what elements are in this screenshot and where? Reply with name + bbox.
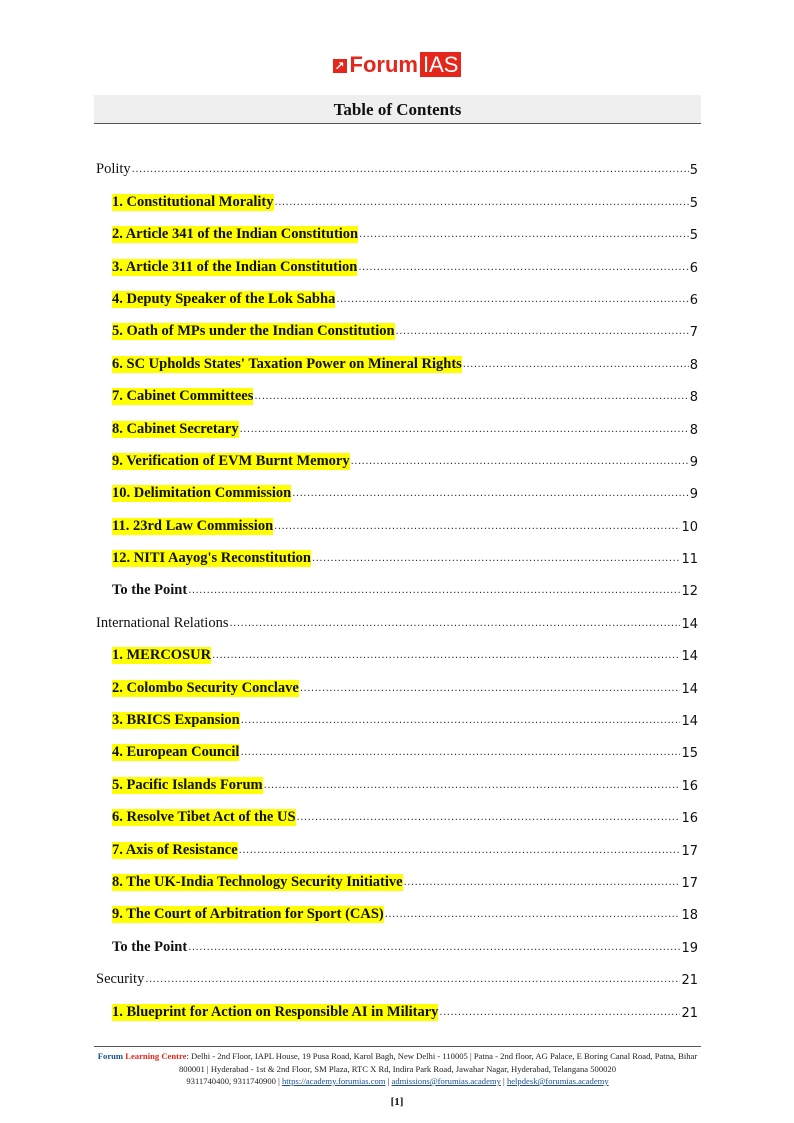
toc-entry-page: 14 (681, 616, 698, 632)
toc-dot-leader (239, 843, 681, 859)
footer (94, 1050, 701, 1088)
toc-entry-label[interactable]: 8. Cabinet Secretary (112, 420, 239, 437)
page-number: [1] (390, 1096, 404, 1108)
toc-dot-leader (336, 292, 688, 308)
footer-address-delhi: Delhi - 2nd Floor, IAPL House, 19 Pusa Road, Karol Bagh, New Delhi - 110005 (191, 1051, 468, 1061)
toc-entry-page: 14 (681, 649, 698, 665)
toc-entry-label[interactable]: 1. Blueprint for Action on Responsible AI in Military (112, 1003, 439, 1020)
toc-entry-page: 8 (689, 357, 698, 373)
toc-entry-page: 7 (689, 325, 698, 341)
toc-entry-page: 19 (681, 940, 698, 956)
toc-entry[interactable] (96, 373, 698, 405)
toc-dot-leader (300, 681, 681, 697)
footer-address-hyderabad: Hyderabad - 1st & 2nd Floor, SM Plaza, RTC X Rd, Indira Park Road, Jawahar Nagar, Hyderabad, Telangana 500020 (210, 1063, 617, 1074)
toc-entry-page: 8 (689, 390, 698, 406)
toc-entry-label[interactable]: 9. The Court of Arbitration for Sport (CAS) (112, 906, 384, 923)
footer-separator: | (503, 1076, 505, 1086)
footer-helpdesk-email-link[interactable]: helpdesk@forumias.academy (506, 1076, 609, 1086)
toc-entry[interactable] (96, 794, 698, 826)
toc-entry-page: 10 (681, 519, 698, 535)
toc-dot-leader (241, 713, 681, 729)
table-of-contents (96, 146, 698, 1021)
toc-entry-page: 11 (681, 552, 698, 568)
logo-word-ias: IAS (420, 52, 461, 77)
toc-entry[interactable] (96, 178, 698, 210)
toc-entry[interactable] (96, 535, 698, 567)
toc-entry[interactable] (96, 502, 698, 534)
toc-dot-leader (351, 454, 689, 470)
footer-brand-forum: Forum (97, 1051, 124, 1061)
toc-dot-leader (254, 389, 688, 405)
toc-entry-label[interactable]: 6. SC Upholds States' Taxation Power on Mineral Rights (112, 355, 462, 372)
toc-entry-label[interactable]: 1. Constitutional Morality (112, 193, 274, 210)
toc-entry-label[interactable]: International Relations (96, 614, 229, 631)
toc-entry-label[interactable]: 6. Resolve Tibet Act of the US (112, 809, 296, 826)
toc-entry-page: 9 (689, 487, 698, 503)
toc-entry-page: 8 (689, 422, 698, 438)
toc-dot-leader (275, 195, 689, 211)
toc-dot-leader (312, 551, 680, 567)
toc-dot-leader (145, 972, 680, 988)
toc-entry-label[interactable]: 3. BRICS Expansion (112, 712, 240, 729)
toc-dot-leader (212, 648, 680, 664)
toc-entry[interactable] (96, 859, 698, 891)
toc-dot-leader (292, 486, 688, 502)
toc-entry[interactable] (96, 923, 698, 955)
toc-entry-page: 5 (689, 195, 698, 211)
footer-separator: | (278, 1076, 280, 1086)
toc-entry-page: 16 (681, 811, 698, 827)
toc-entry-label[interactable]: 8. The UK-India Technology Security Initiative (112, 873, 403, 890)
page-title: Table of Contents (94, 95, 701, 124)
toc-dot-leader (188, 940, 680, 956)
toc-entry[interactable] (96, 276, 698, 308)
toc-dot-leader (297, 810, 681, 826)
toc-entry[interactable] (96, 405, 698, 437)
toc-entry-page: 6 (689, 260, 698, 276)
toc-entry-label[interactable]: 7. Axis of Resistance (112, 841, 238, 858)
toc-entry[interactable] (96, 308, 698, 340)
toc-dot-leader (240, 745, 680, 761)
toc-entry-page: 17 (681, 875, 698, 891)
toc-entry[interactable] (96, 243, 698, 275)
toc-entry-label[interactable]: Security (96, 971, 145, 988)
toc-entry-page: 16 (681, 778, 698, 794)
toc-entry-label[interactable]: 4. Deputy Speaker of the Lok Sabha (112, 290, 336, 307)
toc-entry-page: 21 (681, 1005, 698, 1021)
toc-entry-label[interactable]: 11. 23rd Law Commission (112, 517, 274, 534)
toc-entry[interactable] (96, 438, 698, 470)
toc-dot-leader (132, 162, 689, 178)
footer-separator: | (470, 1051, 472, 1061)
footer-phones: 9311740400, 9311740900 (186, 1076, 276, 1086)
toc-dot-leader (404, 875, 681, 891)
forumias-logo (0, 52, 794, 78)
footer-website-link[interactable]: https://academy.forumias.com (282, 1076, 386, 1086)
toc-entry-label[interactable]: 2. Colombo Security Conclave (112, 679, 299, 696)
toc-entry[interactable] (96, 567, 698, 599)
toc-entry-page: 5 (689, 228, 698, 244)
toc-entry[interactable] (96, 761, 698, 793)
toc-entry[interactable] (96, 632, 698, 664)
toc-entry-label[interactable]: 12. NITI Aayog's Reconstitution (112, 550, 311, 567)
footer-admissions-email-link[interactable]: admissions@forumias.academy (391, 1076, 501, 1086)
toc-dot-leader (264, 778, 681, 794)
toc-entry-label[interactable]: 9. Verification of EVM Burnt Memory (112, 452, 350, 469)
toc-dot-leader (439, 1005, 680, 1021)
toc-dot-leader (358, 260, 688, 276)
toc-dot-leader (359, 227, 689, 243)
toc-dot-leader (463, 357, 689, 373)
toc-entry-page: 6 (689, 292, 698, 308)
logo-word-forum: Forum (349, 52, 418, 77)
toc-entry[interactable] (96, 729, 698, 761)
toc-section[interactable] (96, 146, 698, 178)
arrow-logo-icon: ↗ (334, 59, 345, 73)
toc-entry-page: 14 (681, 681, 698, 697)
toc-entry[interactable] (96, 664, 698, 696)
footer-address-patna: Patna - 2nd floor, AG Palace, E Boring Canal Road, Patna, Bihar 800001 (178, 1051, 698, 1074)
toc-dot-leader (229, 616, 680, 632)
toc-entry[interactable] (96, 211, 698, 243)
toc-entry-page: 12 (681, 584, 698, 600)
footer-divider (94, 1046, 701, 1047)
toc-entry-label[interactable]: 4. European Council (112, 744, 240, 761)
toc-entry[interactable] (96, 340, 698, 372)
toc-dot-leader (396, 324, 689, 340)
toc-entry-label[interactable]: 5. Oath of MPs under the Indian Constitution (112, 323, 395, 340)
toc-entry-page: 21 (681, 973, 698, 989)
footer-colon: : (186, 1051, 189, 1061)
toc-entry-page: 5 (689, 163, 698, 179)
footer-separator: | (387, 1076, 390, 1086)
toc-entry-page: 9 (689, 454, 698, 470)
toc-entry[interactable] (96, 826, 698, 858)
footer-brand-learning-centre: Learning Centre (125, 1051, 187, 1061)
toc-entry-page: 14 (681, 714, 698, 730)
toc-section[interactable] (96, 956, 698, 988)
toc-entry-label[interactable]: 1. MERCOSUR (112, 647, 212, 664)
toc-entry-label[interactable]: To the Point (112, 582, 188, 599)
toc-entry-label[interactable]: 3. Article 311 of the Indian Constitution (112, 258, 358, 275)
toc-dot-leader (385, 907, 681, 923)
toc-entry-label[interactable]: 5. Pacific Islands Forum (112, 776, 263, 793)
toc-dot-leader (188, 583, 680, 599)
toc-dot-leader (240, 422, 689, 438)
toc-entry-label[interactable]: 7. Cabinet Committees (112, 388, 254, 405)
toc-entry[interactable] (96, 988, 698, 1020)
toc-entry-label[interactable]: To the Point (112, 938, 188, 955)
footer-separator: | (206, 1063, 209, 1074)
toc-section[interactable] (96, 599, 698, 631)
toc-entry[interactable] (96, 697, 698, 729)
toc-entry-page: 15 (681, 746, 698, 762)
toc-entry[interactable] (96, 470, 698, 502)
toc-entry[interactable] (96, 891, 698, 923)
toc-entry-page: 18 (681, 908, 698, 924)
toc-entry-label[interactable]: 10. Delimitation Commission (112, 485, 292, 502)
toc-entry-label[interactable]: Polity (96, 161, 131, 178)
toc-entry-page: 17 (681, 843, 698, 859)
toc-entry-label[interactable]: 2. Article 341 of the Indian Constitution (112, 226, 359, 243)
toc-dot-leader (274, 519, 680, 535)
